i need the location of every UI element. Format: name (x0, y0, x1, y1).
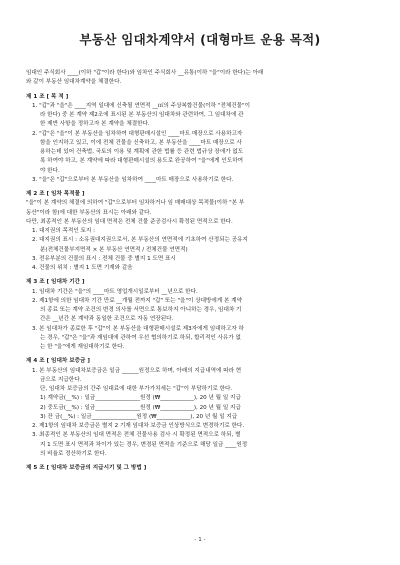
document-title: 부동산 임대차계약서 (대형마트 운용 목적) (79, 32, 321, 47)
clause-line: 다만, 최종적인 본 부동산의 임대 면적은 전체 건물 준공검사시 확정된 면적으로 한다. (26, 218, 233, 225)
clause-line: 2. 대지권의 표시 : 소유권대지권으로서, 본 부동산의 연면적에 기초하여 산정되는 공유지 (32, 237, 248, 244)
article-heading: 제 2 조 [ 임차 목적물 ] (26, 191, 85, 197)
clause-line: 분(전체건물부지면적 × 본 부동산 연면적 / 전체건물 연면적) (40, 246, 188, 253)
article-heading: 제 1 조 [ 목 적 ] (26, 93, 69, 100)
clause-line: 한 제반 사항을 정하고자 본 계약을 체결한다. (40, 121, 150, 128)
clause-line: 동산"이라 함)에 대한 부동산의 표시는 아래와 같다. (26, 209, 152, 216)
clause-line: 1. "갑"과 "을"은 ____지역 일대에 신축될 연면적 __㎡의 주상복합건물(이하 "전체건물"이 (32, 102, 251, 109)
clause-line: 의 비율로 정산하기로 한다. (40, 450, 107, 457)
clause-line: 2. 제1항의 임대차 보증금은 별지 2 기재 임대차 보증금 인상방식으로 변경하기로 한다. (32, 423, 245, 429)
clause-line: 3) 잔 금(__%) : 일금________________원정 (₩____________), 20 년 월 일 지급 (40, 413, 238, 420)
clause-line: 는 경우, "갑"은 "을"과 재임대에 관하여 우선 협의하기로 하되, 합리적인 사유가 없 (40, 334, 241, 341)
document-body (26, 69, 376, 473)
intro-line: 임대인 주식회사 ____(이하 "갑"이라 한다)와 임차인 주식회사 __유통(이하 "을"이라 한다)는 아래 (26, 70, 264, 76)
clause-line: 금으로 지급한다. (40, 376, 82, 383)
clause-line: 는 한 "을"에게 재임대하기로 한다. (40, 344, 125, 350)
clause-line: 록 하여야 하고, 본 계약에 따라 대형판매시설의 용도로 완공하여 "을"에게 인도하여 (40, 158, 244, 165)
clause-line: 3. 본 임대차가 종료한 후 "갑"이 본 부동산을 대형판매시설로 제3자에게 임대하고자 하 (32, 325, 244, 332)
clause-line: 라 한다) 중 본 계약 제2조에 표시된 본 부동산의 임대차와 관련하여, 그 임대차에 관 (40, 112, 244, 118)
clause-line: 단, 임대차 보증금의 간주 임대료에 대한 부가가치세는 "갑"이 부담하기로 한다. (40, 386, 233, 392)
article-heading: 제 4 조 [ 임대차 보증금 ] (26, 358, 90, 365)
clause-line: "을"이 본 계약의 체결에 의하여 "갑"으로부터 임차하거나 임 매매대상 목적물(이하 "본 부 (26, 200, 245, 207)
page-number: - 1 - (194, 537, 206, 543)
clause-line: 1) 계약금(__%) : 일금________________원정 (₩____________), 20 년 월 일 지급 (40, 395, 241, 402)
clause-line: 2. 제1항에 의한 임대차 기간 만료 __개월 전까지 "갑" 또는 "을"이 상대방에게 본 계약 (32, 297, 243, 304)
clause-line: 2) 중도금(__%) : 일금________________원정 (₩____________), 20 년 월 일 지급 (40, 404, 241, 411)
clause-line: 의 종료 또는 계약 조건의 변경 의사를 서면으로 통보하지 아니하는 경우, 임대차 기 (40, 307, 242, 313)
article-heading: 제 3 조 [ 임대차 기간 ] (26, 279, 85, 286)
clause-line: 함을 인지하고 있고, 이에 전체 건물을 신축하고, 본 부동산을 ____마트 매장으로 사 (40, 139, 242, 146)
clause-line: 3. 최종적인 본 부동산의 임대 면적은 전체 건물사용 검사 시 확정된 면적으로 하되, 별 (32, 432, 241, 439)
clause-line: 1. 대지권의 목적인 토지 : (32, 228, 95, 234)
clause-line: 지 1 도면 표시 면적과 차이가 있는 경우, 변경된 면적을 기준으로 해당 일금 ____원정 (40, 441, 248, 448)
clause-line: 2. "갑"은 "을"이 본 부동산을 임차하여 대형판매시설인 ____마트 매장으로 사용하고자 (32, 130, 243, 137)
clause-line: 4. 건물의 위치 : 별지 1 도면 기재와 같음 (32, 265, 133, 271)
clause-line: 3. "을"은 "갑"으로부터 본 부동산을 임차하여 ____마트 매장으로 사용하기로 한다. (32, 176, 234, 183)
intro-line: 와 같이 부동산 임대차계약을 체결한다. (26, 79, 122, 86)
clause-line: 야 한다. (40, 167, 60, 174)
article-heading: 제 5 조 [ 임대차 보증금의 지급시기 및 그 방법 ] (26, 465, 147, 471)
clause-line: 용하는데 있어 건축법, 국토의 이용 및 계획에 관한 법률 등 관련 법규상 장애가 없도 (40, 149, 244, 155)
clause-line: 3. 전유부분의 건물의 표시 : 전체 건물 중 별지 1 도면 표시 (32, 255, 176, 262)
clause-line: 1. 임대차 기간은 "을"의 ____마트 영업개시일로부터 __년으로 한다. (32, 288, 198, 295)
clause-line: 간은 __년간 본 계약과 동일한 조건으로 자동 연장된다. (40, 316, 174, 323)
clause-line: 1. 본 부동산의 임대차보증금은 일금 ______원정으로 하며, 아래의 지급내역에 따라 현 (32, 367, 242, 374)
